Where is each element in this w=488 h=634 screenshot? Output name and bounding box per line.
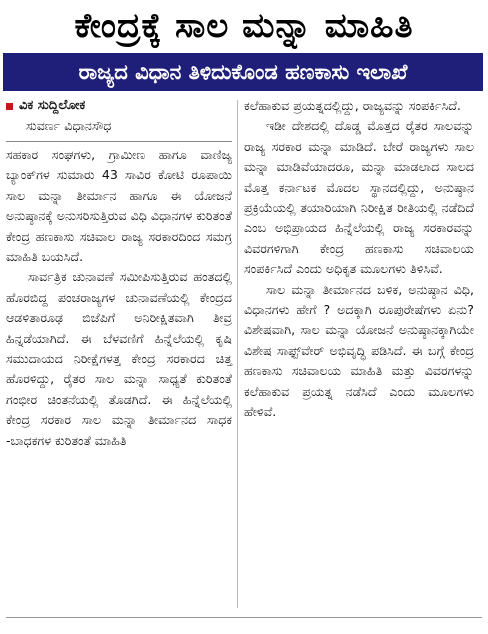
subheadline: ರಾಜ್ಯದ ವಿಧಾನ ತಿಳಿದುಕೊಂಡ ಹಣಕಾಸು ಇಲಾಖೆ xyxy=(78,59,408,84)
byline xyxy=(6,96,232,116)
right-column xyxy=(244,96,474,423)
dateline: ಸುವರ್ಣ ವಿಧಾನಸೌಧ xyxy=(26,118,112,133)
bottom-divider xyxy=(6,617,482,618)
article-paragraph: ಇಡೀ ದೇಶದಲ್ಲಿ ದೊಡ್ಡ ಮೊತ್ತದ ರೈತರ ಸಾಲವನ್ನು ರಾಜ್ಯ ಸರಕಾರ ಮನ್ನಾ ಮಾಡಿದೆ. ಬೇರೆ ರಾಜ್ಯಗಳು ಸಾಲ ಮನ್ನಾ ಮಾಡಿವೆಯಾದರೂ, ಮನ್ನಾ ಮಾಡಲಾದ ಸಾಲದ ಮೊತ್ತ ಕರ್ನಾಟಕ ಮೊದಲ ಸ್ಥಾನದಲ್ಲಿದ್ದು, ಅನುಷ್ಠಾನ ಪ್ರಕ್ರಿಯೆಯಲ್ಲಿ ತಯಾರಿಯಾಗಿ ನಿರೀಕ್ಷಿತ ರೀತಿಯಲ್ಲಿ ನಡೆದಿದೆ ಎಂಬ ಅಭಿಪ್ರಾಯದ ಹಿನ್ನೆಲೆಯಲ್ಲಿ ರಾಜ್ಯ ಸರಕಾರವನ್ನು ವಿವರಗಳಿಗಾಗಿ ಕೇಂದ್ರ ಹಣಕಾಸು ಸಚಿವಾಲಯ ಸಂಪರ್ಕಿಸಿದೆ ಎಂದು ಅಧಿಕೃತ ಮೂಲಗಳು ತಿಳಿಸಿವೆ. xyxy=(244,118,474,277)
byline-bullet-icon xyxy=(6,103,13,110)
subheadline-banner xyxy=(3,53,483,91)
article-paragraph: ಕಲೆಹಾಕುವ ಪ್ರಯತ್ನದಲ್ಲಿದ್ದು, ರಾಜ್ಯವನ್ನು ಸಂಪರ್ಕಿಸಿದೆ. xyxy=(244,98,461,113)
article-paragraph: ಸಹಕಾರ ಸಂಘಗಳು, ಗ್ರಾಮೀಣ ಹಾಗೂ ವಾಣಿಜ್ಯ ಬ್ಯಾಂಕ್‌ಗಳ ಸುಮಾರು 43 ಸಾವಿರ ಕೋಟಿ ರೂಪಾಯಿ ಸಾಲ ಮನ್ನಾ ತೀರ್ಮಾನ ಹಾಗೂ ಈ ಯೋಜನೆ ಅನುಷ್ಠಾನಕ್ಕೆ ಅನುಸರಿಸುತ್ತಿರುವ ವಿಧಿ ವಿಧಾನಗಳ ಕುರಿತಂತೆ ಕೇಂದ್ರ ಹಣಕಾಸು ಸಚಿವಾಲ ರಾಜ್ಯ ಸರಕಾರದಿಂದ ಸಮಗ್ರ ಮಾಹಿತಿ ಬಯಸಿದೆ. xyxy=(6,147,232,265)
article-paragraph: ಸಾರ್ವತ್ರಿಕ ಚುನಾವಣೆ ಸಮೀಪಿಸುತ್ತಿರುವ ಹಂತದಲ್ಲಿ ಹೊರಬಿದ್ದ ಪಂಚರಾಜ್ಯಗಳ ಚುನಾವಣೆಯಲ್ಲಿ ಕೇಂದ್ರದ ಆಡಳಿತಾರೂಢ ಬಿಜೆಪಿಗೆ ಅನಿರೀಕ್ಷಿತವಾಗಿ ತೀವ್ರ ಹಿನ್ನಡೆಯಾಗಿದೆ. ಈ ಬೆಳವಣಿಗೆ ಹಿನ್ನೆಲೆಯಲ್ಲಿ ಕೃಷಿ ಸಮುದಾಯದ ನಿರೀಕ್ಷೆಗಳತ್ತ ಕೇಂದ್ರ ಸರಕಾರದ ಚಿತ್ತ ಹೊರಳಿದ್ದು, ರೈತರ ಸಾಲ ಮನ್ನಾ ಸಾಧ್ಯತೆ ಕುರಿತಂತೆ ಗಂಭೀರ ಚಿಂತನೆಯಲ್ಲಿ ತೊಡಗಿದೆ. ಈ ಹಿನ್ನೆಲೆಯಲ್ಲಿ ಕೇಂದ್ರ ಸರಕಾರ ಸಾಲ ಮನ್ನಾ ತೀರ್ಮಾನದ ಸಾಧಕ -ಬಾಧಕಗಳ ಕುರಿತಂತೆ ಮಾಹಿತಿ xyxy=(6,269,232,448)
column-divider xyxy=(237,100,238,608)
headline: ಕೇಂದ್ರಕ್ಕೆ ಸಾಲ ಮನ್ನಾ ಮಾಹಿತಿ xyxy=(74,6,414,46)
byline-divider xyxy=(6,141,232,142)
byline-source: ವಿಕ ಸುದ್ದಿಲೋಕ xyxy=(19,97,86,113)
article-paragraph: ಸಾಲ ಮನ್ನಾ ತೀರ್ಮಾನದ ಬಳಿಕ, ಅನುಷ್ಠಾನ ವಿಧಿ, ವಿಧಾನಗಳು ಹೇಗೆ ? ಅದಕ್ಕಾಗಿ ರೂಪುರೇಷೆಗಳು ಏನು? ವಿಶೇಷವಾಗಿ, ಸಾಲ ಮನ್ನಾ ಯೋಜನೆ ಅನುಷ್ಠಾನಕ್ಕಾಗಿಯೇ ವಿಶೇಷ ಸಾಫ್ಟ್‌ವೇರ್ ಅಭಿವೃದ್ಧಿ ಪಡಿಸಿದೆ. ಈ ಬಗ್ಗೆ ಕೇಂದ್ರ ಹಣಕಾಸು ಸಚಿವಾಲಯ ಮಾಹಿತಿ ಮತ್ತು ವಿವರಗಳನ್ನು ಕಲೆಹಾಕುವ ಪ್ರಯತ್ನ ನಡೆಸಿದೆ ಎಂದು ಮೂಲಗಳು ಹೇಳಿವೆ. xyxy=(244,281,474,420)
left-column xyxy=(6,96,232,451)
